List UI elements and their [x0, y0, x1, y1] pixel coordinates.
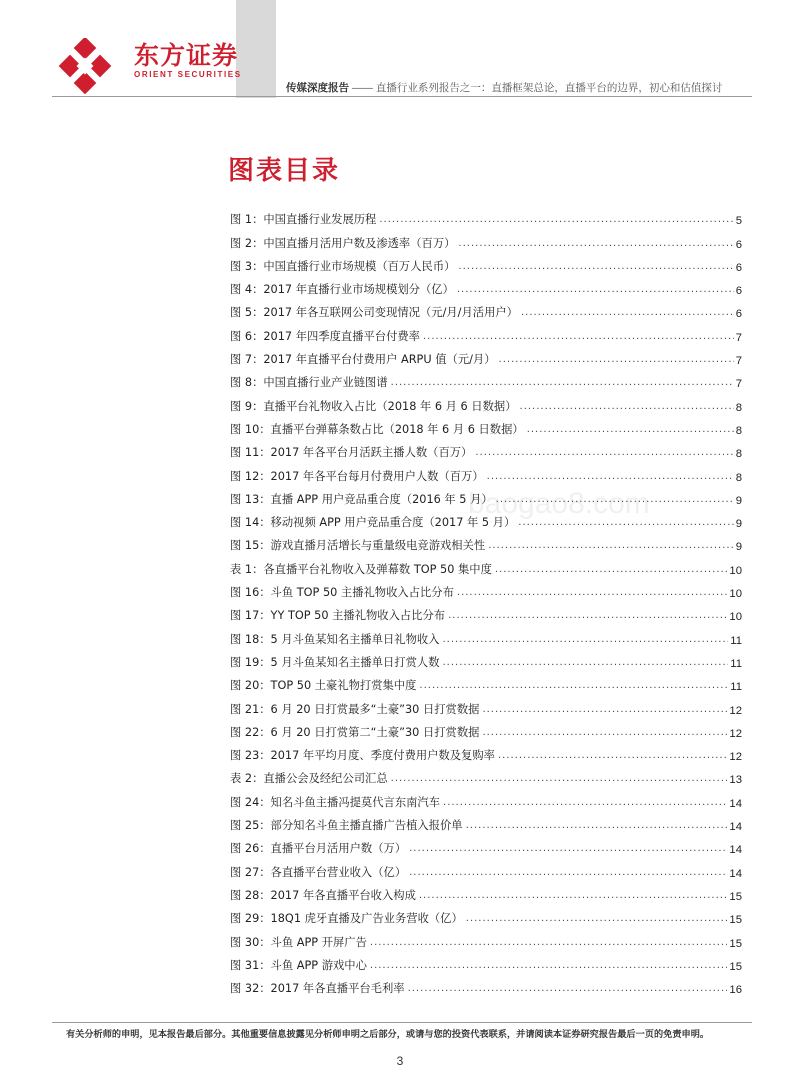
toc-entry-label: 图 19：5 月斗鱼某知名主播单日打赏人数: [230, 655, 440, 669]
toc-dot-leader: [488, 540, 734, 551]
toc-entry[interactable]: [230, 251, 742, 274]
toc-dot-leader: [482, 704, 727, 715]
toc-entry-label: 图 7：2017 年直播平台付费用户 ARPU 值（元/月）: [230, 353, 496, 367]
toc-entry-page: 6: [735, 308, 742, 321]
toc-dot-leader: [466, 913, 728, 924]
toc-entry-page: 5: [735, 215, 742, 228]
toc-dot-leader: [379, 214, 733, 225]
toc-dot-leader: [487, 471, 734, 482]
toc-dot-leader: [443, 657, 729, 668]
toc-entry-page: 7: [735, 378, 742, 391]
toc-entry-page: 9: [735, 494, 742, 507]
footer-disclaimer: 有关分析师的申明，见本报告最后部分。其他重要信息披露见分析师申明之后部分，或请与您的投资代表联系，并请阅读本证券研究报告最后一页的免责申明。: [66, 1029, 710, 1040]
toc-entry-page: 7: [735, 355, 742, 368]
toc-entry-page: 6: [735, 261, 742, 274]
toc-list: [230, 204, 742, 996]
toc-entry-page: 12: [729, 751, 742, 764]
toc-entry[interactable]: [230, 950, 742, 973]
toc-entry-label: 图 24：知名斗鱼主播冯提莫代言东南汽车: [230, 795, 441, 809]
toc-entry[interactable]: [230, 833, 742, 856]
toc-dot-leader: [370, 960, 728, 971]
toc-entry-label: 图 28：2017 年各直播平台收入构成: [230, 888, 416, 902]
toc-entry-label: 图 23：2017 年平均月度、季度付费用户数及复购率: [230, 749, 495, 763]
toc-entry-page: 15: [729, 937, 742, 950]
toc-entry-label: 图 15：游戏直播月活增长与重量级电竞游戏相关性: [230, 539, 486, 553]
toc-entry-page: 11: [730, 657, 742, 670]
toc-entry[interactable]: [230, 717, 742, 740]
toc-entry-label: 图 4：2017 年直播行业市场规模划分（亿）: [230, 283, 454, 297]
toc-entry-page: 11: [730, 681, 742, 694]
toc-entry-label: 图 20：TOP 50 土豪礼物打赏集中度: [230, 679, 417, 693]
toc-entry-label: 图 1：中国直播行业发展历程: [230, 213, 377, 227]
watermark: baogao8.com: [468, 487, 650, 520]
toc-entry[interactable]: [230, 693, 742, 716]
footer-divider: [52, 1022, 752, 1023]
toc-entry-page: 11: [730, 634, 742, 647]
toc-entry[interactable]: [230, 460, 742, 483]
page-number: 3: [396, 1054, 404, 1068]
company-logo: [52, 38, 242, 94]
toc-entry-label: 图 29：18Q1 虎牙直播及广告业务营收（亿）: [230, 912, 463, 926]
toc-dot-leader: [466, 820, 728, 831]
report-subtitle: —— 直播行业系列报告之一：直播框架总论，直播平台的边界，初心和估值探讨: [351, 82, 723, 94]
toc-entry-page: 13: [729, 774, 742, 787]
toc-entry[interactable]: [230, 577, 742, 600]
toc-entry[interactable]: [230, 623, 742, 646]
toc-entry-label: 图 17：YY TOP 50 主播礼物收入占比分布: [230, 609, 446, 623]
toc-dot-leader: [370, 937, 728, 948]
toc-entry-label: 图 25：部分知名斗鱼主播直播广告植入报价单: [230, 819, 463, 833]
toc-entry-label: 图 11：2017 年各平台月活跃主播人数（百万）: [230, 446, 473, 460]
toc-dot-leader: [458, 238, 733, 249]
toc-entry[interactable]: [230, 973, 742, 996]
toc-dot-leader: [448, 610, 727, 621]
toc-dot-leader: [457, 587, 728, 598]
toc-dot-leader: [408, 983, 728, 994]
toc-entry-page: 10: [729, 611, 742, 624]
toc-entry[interactable]: [230, 390, 742, 413]
toc-entry-page: 12: [729, 727, 742, 740]
toc-entry-label: 图 2：中国直播月活用户数及渗透率（百万）: [230, 236, 456, 250]
toc-entry[interactable]: [230, 810, 742, 833]
toc-entry-label: 图 13：直播 APP 用户竞品重合度（2016 年 5 月）: [230, 492, 493, 506]
toc-entry[interactable]: [230, 740, 742, 763]
toc-entry-page: 16: [729, 984, 742, 997]
toc-dot-leader: [458, 261, 733, 272]
toc-dot-leader: [443, 634, 729, 645]
toc-entry-page: 8: [735, 471, 742, 484]
toc-entry-page: 7: [735, 331, 742, 344]
toc-entry[interactable]: [230, 274, 742, 297]
toc-entry-page: 15: [729, 914, 742, 927]
toc-entry-page: 14: [729, 844, 742, 857]
toc-entry-label: 图 9：直播平台礼物收入占比（2018 年 6 月 6 日数据）: [230, 399, 517, 413]
toc-title: 图表目录: [228, 156, 341, 186]
toc-entry[interactable]: [230, 553, 742, 576]
toc-entry-page: 8: [735, 401, 742, 414]
toc-dot-leader: [520, 401, 734, 412]
toc-entry-page: 10: [729, 588, 742, 601]
toc-dot-leader: [423, 331, 734, 342]
toc-entry-label: 图 30：斗鱼 APP 开屏广告: [230, 935, 367, 949]
toc-entry[interactable]: [230, 903, 742, 926]
toc-entry[interactable]: [230, 530, 742, 553]
toc-entry-page: 14: [729, 867, 742, 880]
logo-english-name: ORIENT SECURITIES: [134, 70, 242, 79]
toc-entry-page: 14: [729, 821, 742, 834]
header-gray-band: [236, 0, 276, 98]
toc-entry-page: 8: [735, 448, 742, 461]
toc-entry-label: 图 3：中国直播行业市场规模（百万人民币）: [230, 259, 456, 273]
toc-entry[interactable]: [230, 437, 742, 460]
logo-mark-icon: [52, 38, 122, 94]
toc-entry[interactable]: [230, 880, 742, 903]
toc-entry-label: 图 18：5 月斗鱼某知名主播单日礼物收入: [230, 632, 440, 646]
toc-dot-leader: [495, 564, 728, 575]
toc-entry[interactable]: [230, 204, 742, 227]
toc-entry-label: 表 1：各直播平台礼物收入及弹幕数 TOP 50 集中度: [230, 562, 492, 576]
toc-entry[interactable]: [230, 786, 742, 809]
toc-entry-page: 6: [735, 238, 742, 251]
toc-dot-leader: [457, 284, 734, 295]
toc-entry-page: 9: [735, 541, 742, 554]
toc-entry-label: 图 32：2017 年各直播平台毛利率: [230, 982, 405, 996]
toc-entry[interactable]: [230, 297, 742, 320]
toc-dot-leader: [409, 867, 727, 878]
toc-entry-page: 15: [729, 890, 742, 903]
toc-dot-leader: [475, 447, 733, 458]
toc-entry-page: 9: [735, 518, 742, 531]
report-header: [286, 80, 756, 95]
toc-dot-leader: [443, 797, 727, 808]
toc-dot-leader: [527, 424, 734, 435]
toc-dot-leader: [419, 890, 728, 901]
toc-dot-leader: [482, 727, 727, 738]
toc-entry[interactable]: [230, 414, 742, 437]
toc-entry[interactable]: [230, 763, 742, 786]
toc-dot-leader: [521, 307, 734, 318]
toc-dot-leader: [419, 680, 728, 691]
toc-entry-page: 15: [729, 960, 742, 973]
toc-entry[interactable]: [230, 227, 742, 250]
toc-entry-label: 图 22：6 月 20 日打赏第二“土豪”30 日打赏数据: [230, 725, 480, 739]
toc-dot-leader: [391, 773, 728, 784]
toc-entry-label: 图 14：移动视频 APP 用户竞品重合度（2017 年 5 月）: [230, 516, 516, 530]
toc-entry[interactable]: [230, 344, 742, 367]
toc-entry-label: 图 12：2017 年各平台每月付费用户人数（百万）: [230, 469, 484, 483]
toc-entry-label: 图 27：各直播平台营业收入（亿）: [230, 865, 407, 879]
toc-entry[interactable]: [230, 926, 742, 949]
logo-chinese-name: 东方证券: [134, 41, 239, 70]
toc-entry-label: 图 10：直播平台弹幕条数占比（2018 年 6 月 6 日数据）: [230, 422, 524, 436]
report-type: 传媒深度报告: [286, 82, 349, 94]
toc-entry-label: 图 6：2017 年四季度直播平台付费率: [230, 329, 420, 343]
toc-entry-page: 12: [729, 704, 742, 717]
toc-entry-label: 表 2：直播公会及经纪公司汇总: [230, 772, 388, 786]
toc-dot-leader: [499, 354, 734, 365]
toc-entry-label: 图 26：直播平台月活用户数（万）: [230, 842, 407, 856]
toc-entry[interactable]: [230, 856, 742, 879]
toc-entry[interactable]: [230, 600, 742, 623]
toc-entry[interactable]: [230, 647, 742, 670]
toc-entry-label: 图 31：斗鱼 APP 游戏中心: [230, 958, 367, 972]
toc-dot-leader: [391, 377, 734, 388]
toc-entry-label: 图 16：斗鱼 TOP 50 主播礼物收入占比分布: [230, 586, 454, 600]
toc-entry-page: 10: [729, 564, 742, 577]
header-divider: [52, 96, 752, 97]
toc-entry[interactable]: [230, 367, 742, 390]
toc-dot-leader: [498, 750, 727, 761]
toc-entry[interactable]: [230, 320, 742, 343]
toc-entry-label: 图 8：中国直播行业产业链图谱: [230, 376, 388, 390]
toc-entry-page: 6: [735, 285, 742, 298]
toc-entry-label: 图 21：6 月 20 日打赏最多“土豪”30 日打赏数据: [230, 702, 480, 716]
toc-dot-leader: [409, 843, 727, 854]
toc-entry[interactable]: [230, 670, 742, 693]
toc-entry-label: 图 5：2017 年各互联网公司变现情况（元/月/月活用户）: [230, 306, 518, 320]
toc-entry-page: 8: [735, 424, 742, 437]
toc-entry-page: 14: [729, 797, 742, 810]
